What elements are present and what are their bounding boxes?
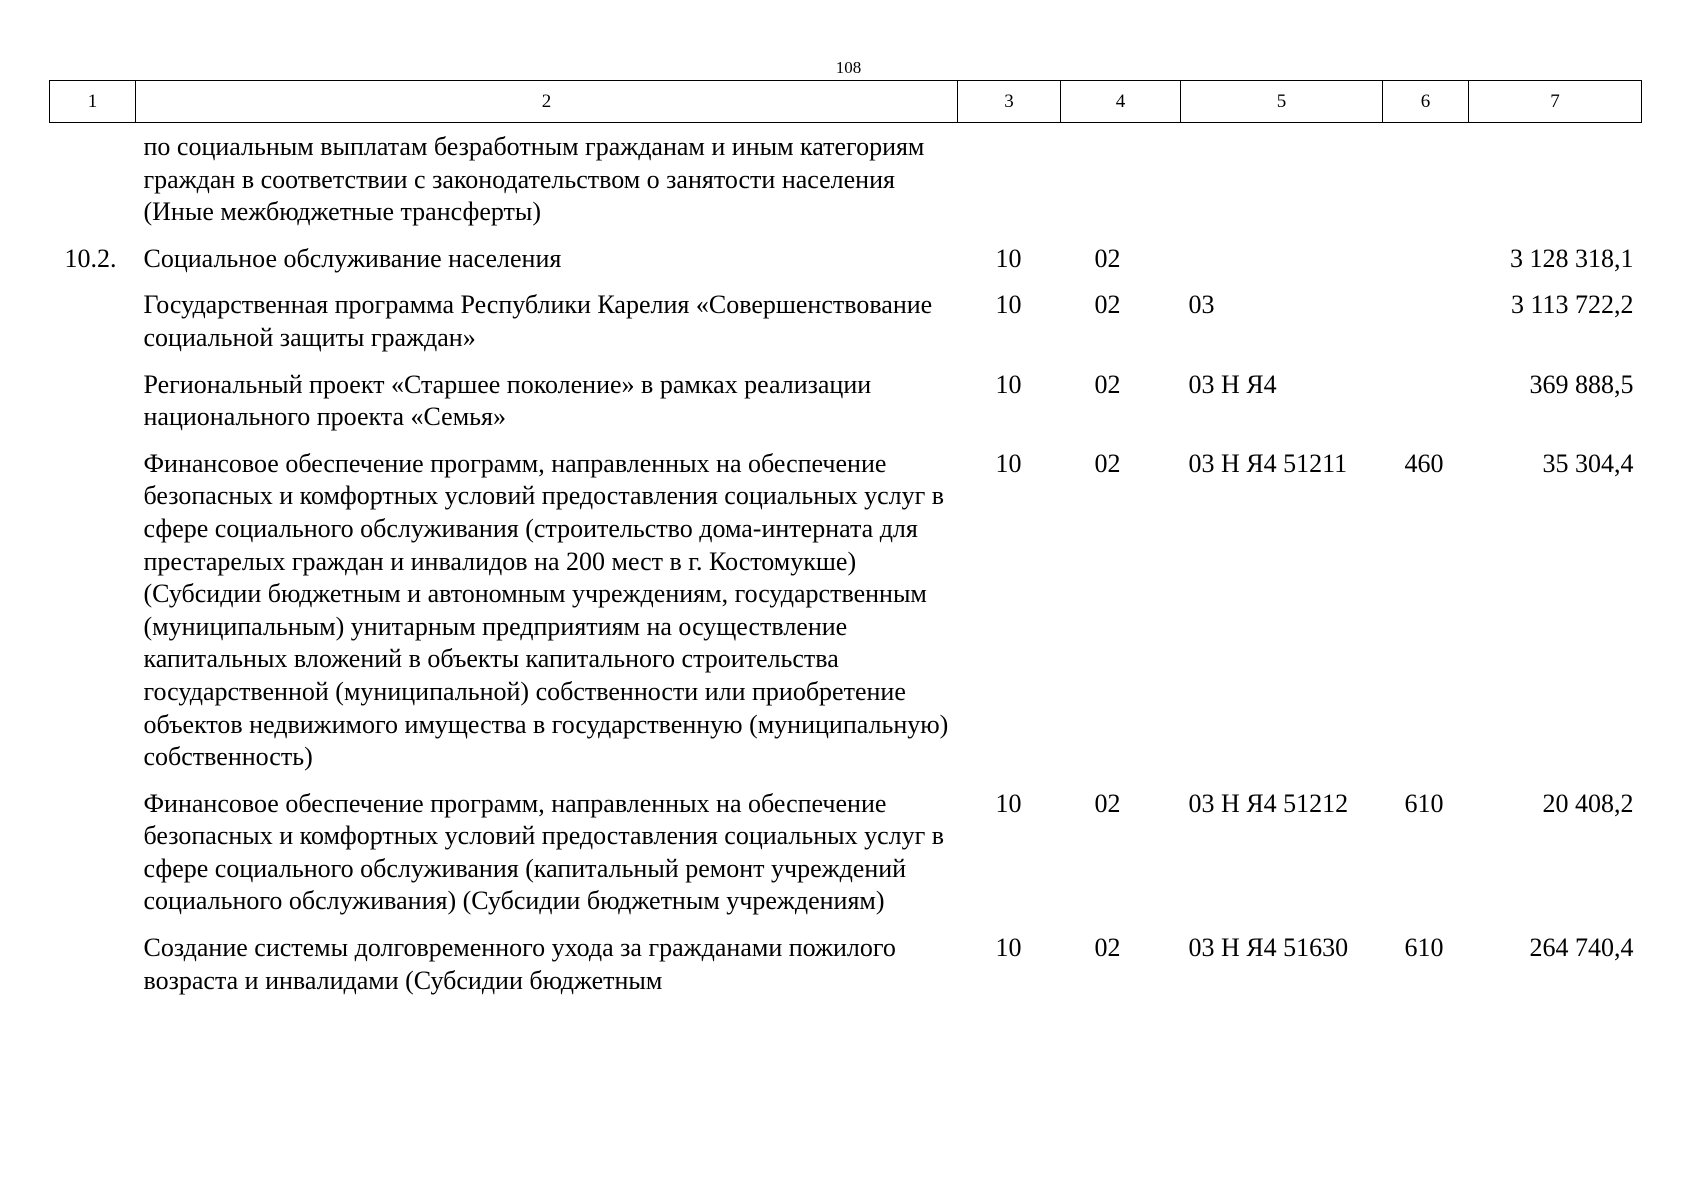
row-number	[50, 448, 136, 788]
row-subsection	[1061, 123, 1181, 243]
column-header: 6	[1383, 81, 1469, 123]
row-section: 10	[995, 933, 1022, 963]
row-name: по социальным выплатам безработным гражданам и иным категориям граждан в соответствии с законодательством о занятости населения (Иные межбюджетные трансферты)	[143, 132, 925, 227]
row-target-article: 03 Н Я4 51211	[1188, 448, 1348, 478]
row-name: Финансовое обеспечение программ, направленных на обеспечение безопасных и комфортных условий предоставления социальных услуг в сфере социального обслуживания (строительство дома-интерната для престарелых граждан и инвалидов на 200 мест в г. Костомукше) (Субсидии бюджетным и автономным учреждениям, государственным (муниципальным) унитарным предприятиям на осуществление капитальных вложений в объекты капитального строительства государственной (муниципальной) собственности или приобретение объектов недвижимого имущества в государственную (муниципальную) собственность)	[143, 448, 949, 772]
row-number	[50, 932, 136, 1011]
table-row	[50, 932, 1642, 1011]
row-target-article	[1181, 243, 1383, 290]
row-name: Региональный проект «Старшее поколение» в рамках реализации национального проекта «Семья»	[143, 369, 872, 432]
column-header: 5	[1181, 81, 1383, 123]
row-number	[50, 289, 136, 368]
row-expense-type	[1383, 369, 1469, 448]
row-section: 10	[995, 788, 1022, 818]
row-amount: 3 113 722,2	[1510, 290, 1634, 320]
column-header: 4	[1061, 81, 1181, 123]
row-name: Социальное обслуживание населения	[143, 243, 562, 273]
row-name: Создание системы долговременного ухода за гражданами пожилого возраста и инвалидами (Субсидии бюджетным	[143, 933, 896, 995]
row-target-article: 03 Н Я4 51630	[1188, 933, 1349, 963]
row-subsection: 02	[1094, 369, 1121, 399]
row-subsection: 02	[1094, 290, 1121, 320]
row-subsection: 02	[1094, 933, 1121, 963]
row-target-article: 03	[1188, 290, 1215, 320]
row-section: 10	[995, 369, 1022, 399]
row-target-article	[1181, 123, 1383, 243]
row-expense-type: 460	[1404, 448, 1444, 478]
row-target-article: 03 Н Я4	[1188, 369, 1277, 399]
row-amount: 20 408,2	[1542, 788, 1634, 818]
row-expense-type	[1383, 243, 1469, 290]
row-subsection: 02	[1094, 448, 1121, 478]
row-expense-type	[1383, 123, 1469, 243]
table-row	[50, 448, 1642, 788]
table-row	[50, 788, 1642, 932]
row-number	[50, 788, 136, 932]
row-section: 10	[995, 290, 1022, 320]
row-amount: 35 304,4	[1542, 448, 1634, 478]
table-row	[50, 369, 1642, 448]
row-section: 10	[995, 448, 1022, 478]
row-section: 10	[995, 243, 1022, 273]
row-subsection: 02	[1094, 243, 1121, 273]
row-number	[50, 369, 136, 448]
row-expense-type: 610	[1404, 788, 1444, 818]
column-header: 1	[50, 81, 136, 123]
row-amount: 369 888,5	[1529, 369, 1634, 399]
row-target-article: 03 Н Я4 51212	[1188, 788, 1349, 818]
row-name: Государственная программа Республики Карелия «Совершенствование социальной защиты граждан»	[143, 290, 933, 352]
row-amount: 264 740,4	[1529, 933, 1634, 963]
row-name: Финансовое обеспечение программ, направленных на обеспечение безопасных и комфортных условий предоставления социальных услуг в сфере социального обслуживания (капитальный ремонт учреждений социального обслуживания) (Субсидии бюджетным учреждениям)	[143, 788, 945, 916]
row-expense-type: 610	[1404, 933, 1444, 963]
row-amount: 3 128 318,1	[1510, 243, 1634, 273]
budget-table	[49, 80, 1642, 1011]
table-row	[50, 289, 1642, 368]
column-header: 3	[958, 81, 1061, 123]
column-header: 2	[136, 81, 958, 123]
row-subsection: 02	[1094, 788, 1121, 818]
row-number	[50, 123, 136, 243]
table-row	[50, 123, 1642, 243]
row-expense-type	[1383, 289, 1469, 368]
page-number: 108	[835, 58, 862, 77]
row-number: 10.2.	[64, 243, 117, 273]
table-header-row	[50, 81, 1642, 123]
column-header: 7	[1469, 81, 1642, 123]
table-row	[50, 243, 1642, 290]
row-section	[958, 123, 1061, 243]
row-amount	[1469, 123, 1642, 243]
